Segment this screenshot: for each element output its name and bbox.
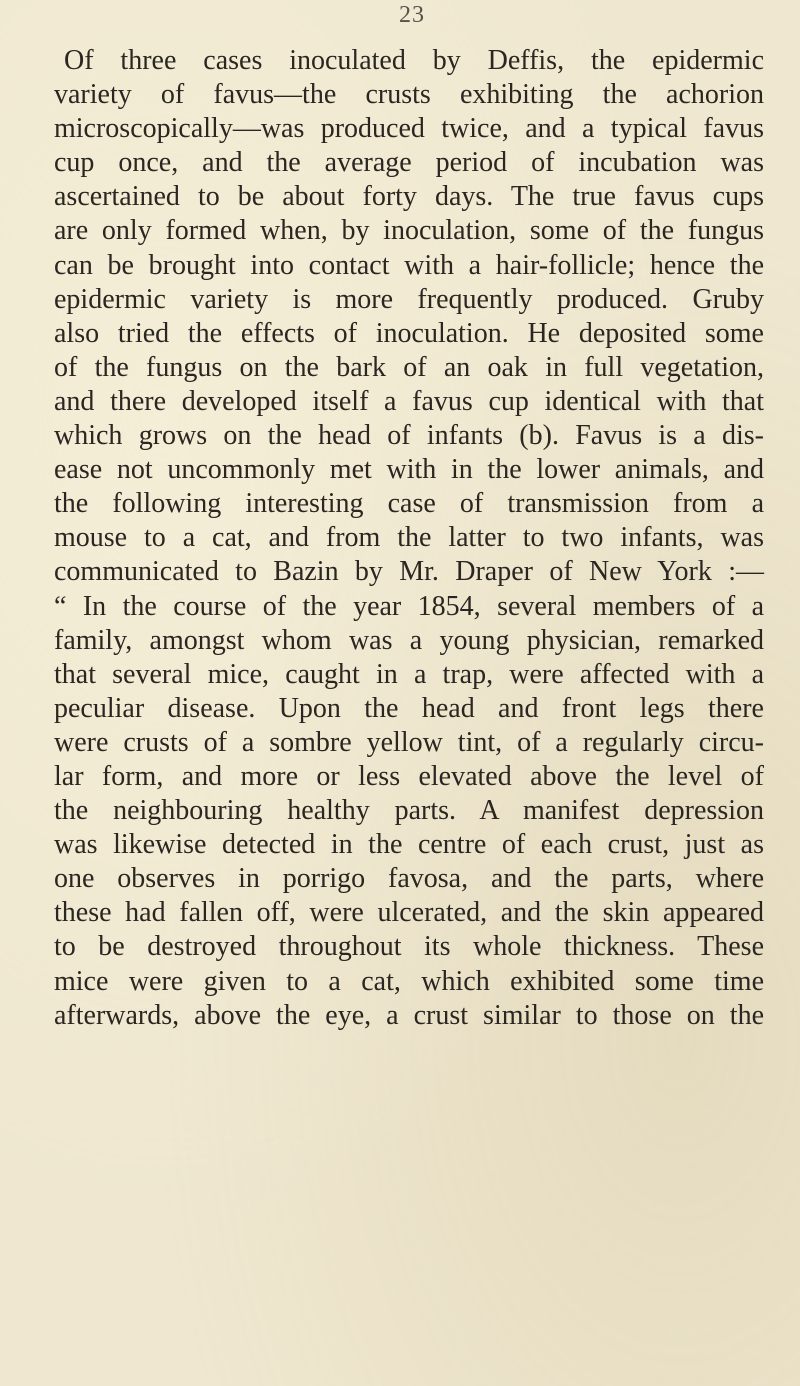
text-line: the neighbouring healthy parts. A manifest depression (54, 795, 764, 827)
text-line: “ In the course of the year 1854, several members of a (54, 590, 764, 622)
text-line: cup once, and the average period of incubation was (54, 147, 764, 179)
text-line: Of three cases inoculated by Deffis, the epidermic (64, 45, 764, 76)
text-line: lar form, and more or less elevated above the level of (54, 760, 764, 792)
text-line: peculiar disease. Upon the head and front legs there (54, 692, 764, 724)
text-line: mouse to a cat, and from the latter to two infants, was (54, 522, 764, 554)
text-line: was likewise detected in the centre of each crust, just as (54, 829, 764, 861)
text-line: epidermic variety is more frequently produced. Gruby (54, 283, 764, 315)
text-line: family, amongst whom was a young physician, remarked (54, 624, 764, 656)
text-line: ascertained to be about forty days. The true favus cups (54, 181, 764, 213)
text-line: and there developed itself a favus cup identical with that (54, 385, 764, 417)
body-text (54, 44, 764, 1033)
text-line: were crusts of a sombre yellow tint, of a regularly circu- (54, 726, 764, 758)
text-line: to be destroyed throughout its whole thickness. These (54, 931, 764, 963)
text-line: are only formed when, by inoculation, some of the fungus (54, 215, 764, 247)
text-line: which grows on the head of infants (b). Favus is a dis- (54, 420, 764, 452)
text-line: of the fungus on the bark of an oak in full vegetation, (54, 351, 764, 383)
text-line: also tried the effects of inoculation. He deposited some (54, 317, 764, 349)
page-number: 23 (399, 2, 425, 28)
text-line: communicated to Bazin by Mr. Draper of New York :— (54, 556, 764, 588)
text-line: afterwards, above the eye, a crust similar to those on the (54, 999, 764, 1031)
text-line: one observes in porrigo favosa, and the parts, where (54, 863, 764, 895)
text-line: variety of favus—the crusts exhibiting the achorion (54, 79, 764, 111)
text-line: the following interesting case of transmission from a (54, 488, 764, 520)
text-line: ease not uncommonly met with in the lower animals, and (54, 454, 764, 486)
text-line: mice were given to a cat, which exhibited some time (54, 965, 764, 997)
text-line: microscopically—was produced twice, and a typical favus (54, 113, 764, 145)
text-line: these had fallen off, were ulcerated, and the skin appeared (54, 897, 764, 929)
text-line: can be brought into contact with a hair-follicle; hence the (54, 249, 764, 281)
text-line: that several mice, caught in a trap, were affected with a (54, 658, 764, 690)
